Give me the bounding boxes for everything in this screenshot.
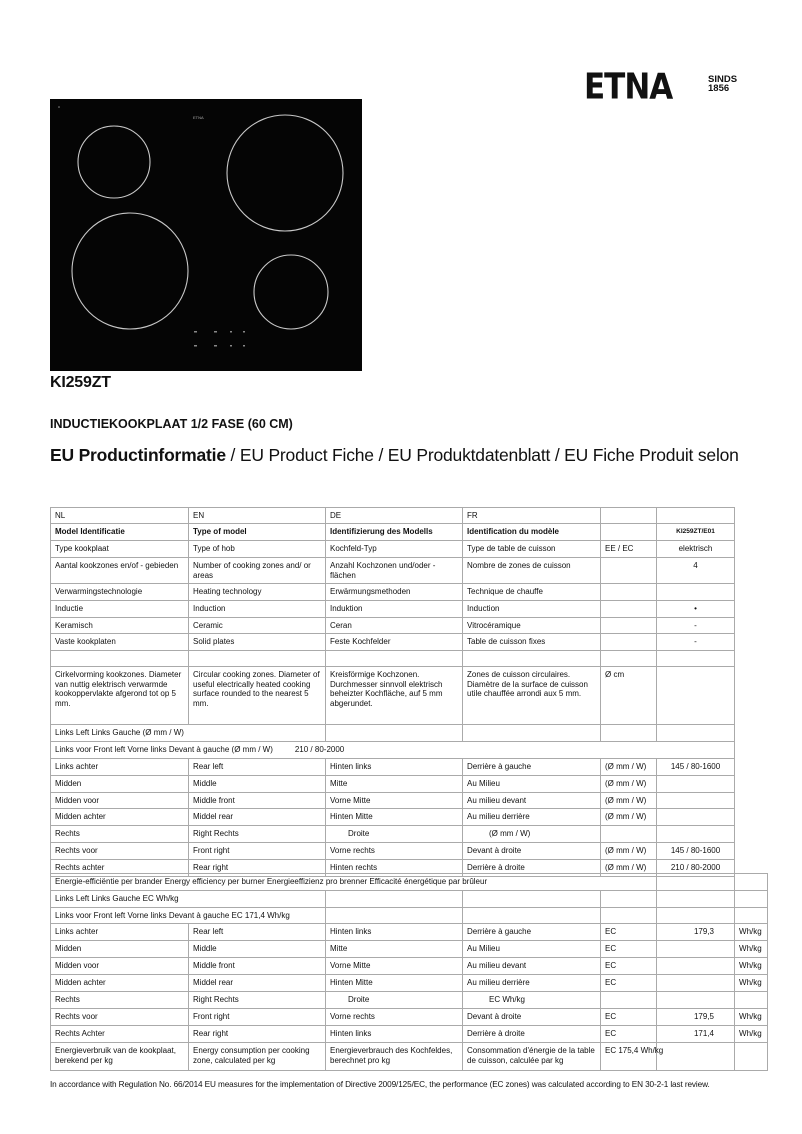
header-nl: NL [51, 508, 189, 524]
table-row: Inductie Induction Induktion Induction • [51, 601, 735, 618]
page-heading [50, 445, 739, 466]
energy-efficiency-table [50, 873, 768, 1071]
table-row: Midden achter Middel rear Hinten Mitte Au milieu derrière (Ø mm / W) [51, 809, 735, 826]
table-header-row [51, 508, 735, 524]
brand-since-line2: 1856 [708, 83, 730, 94]
table-row: Links Left Links Gauche EC Wh/kg [51, 891, 768, 908]
table-row: Cirkelvorming kookzones. Diameter van nuttig elektrisch verwarmde kookoppervlakte afgerond tot op 5 mm. Circular cooking zones. Diameter of useful electrically heated cooking surface rounded to the nearest 5 mm. Kreisförmige Kochzonen. Durchmesser sinnvoll elektrisch beheizter Kochfläche, auf 5 mm abgerundet. Zones de cuisson circulaires. Diamètre de la surface de cuisson utile chauffée arrondi aux 5 mm. Ø cm [51, 667, 735, 725]
table-row: Keramisch Ceramic Ceran Vitrocéramique - [51, 618, 735, 634]
product-subtitle: INDUCTIEKOOKPLAAT 1/2 FASE (60 CM) [50, 417, 293, 431]
table-row: Vaste kookplaten Solid plates Feste Kochfelder Table de cuisson fixes - [51, 634, 735, 651]
product-info-table [50, 507, 735, 877]
table-row: Midden achter Middel rear Hinten Mitte Au milieu derrière EC Wh/kg [51, 975, 768, 992]
table-row: Links voor Front left Vorne links Devant à gauche (Ø mm / W) 210 / 80-2000 [51, 742, 735, 759]
product-image-hob [50, 99, 362, 371]
table-row: Verwarmingstechnologie Heating technology Erwärmungsmethoden Technique de chauffe [51, 584, 735, 601]
hob-indicator-dot [58, 106, 60, 108]
table-row: Links achter Rear left Hinten links Derrière à gauche (Ø mm / W) 145 / 80-1600 [51, 759, 735, 776]
cooking-zone-rear-right [227, 115, 343, 231]
table-row: Rechts Right Rechts Droite (Ø mm / W) [51, 826, 735, 843]
table-row: Links achter Rear left Hinten links Derrière à gauche EC 179,3 Wh/kg [51, 924, 768, 941]
table-row: Midden Middle Mitte Au Milieu (Ø mm / W) [51, 776, 735, 793]
footer-note: In accordance with Regulation No. 66/2014 EU measures for the implementation of Directive 2009/125/EC, the performance (EC zones) was calculated according to EN 30-2-1 last review. [50, 1080, 710, 1089]
table-row: Midden voor Middle front Vorne Mitte Au milieu devant (Ø mm / W) [51, 793, 735, 809]
table-row: Midden Middle Mitte Au Milieu EC Wh/kg [51, 941, 768, 958]
table-row: Rechts achter Rear right Hinten rechts Derrière à droite (Ø mm / W) 210 / 80-2000 [51, 860, 735, 877]
table-row: Rechts Achter Rear right Hinten links Derrière à droite EC 171,4 Wh/kg [51, 1026, 768, 1043]
header-de: DE [326, 508, 463, 524]
table-row-empty [51, 651, 735, 667]
table-row: Rechts voor Front right Vorne rechts Devant à droite EC 179,5 Wh/kg [51, 1009, 768, 1026]
table-row: Links Left Links Gauche (Ø mm / W) [51, 725, 735, 742]
header-en: EN [189, 508, 326, 524]
table-row: Model Identificatie Type of model Identifizierung des Modells Identification du modèle KI259ZT/E01 [51, 524, 735, 541]
table-row: Midden voor Middle front Vorne Mitte Au milieu devant EC Wh/kg [51, 958, 768, 975]
cooking-zone-front-left [72, 213, 188, 329]
brand-since [708, 75, 737, 93]
table-row: Links voor Front left Vorne links Devant à gauche EC 171,4 Wh/kg [51, 908, 768, 924]
table-row: Energie-efficiëntie per brander Energy efficiency per burner Energieeffizienz pro brenner Efficacité énergétique par brûleur [51, 874, 768, 891]
header-fr: FR [463, 508, 601, 524]
cooking-zone-front-right [254, 255, 328, 329]
hob-drawing [50, 99, 362, 371]
table-row: Type kookplaat Type of hob Kochfeld-Typ Type de table de cuisson EE / EC elektrisch [51, 541, 735, 558]
table-row: Rechts voor Front right Vorne rechts Devant à droite (Ø mm / W) 145 / 80-1600 [51, 843, 735, 860]
control-panel [194, 331, 245, 347]
brand-since-line1: SINDS [708, 74, 738, 85]
table-row: Energieverbruik van de kookplaat, berekend per kg Energy consumption per cooking zone, calculated per kg Energieverbrauch des Kochfeldes, berechnet pro kg Consommation d'énergie de la table de cuisson, calculée par kg EC 175,4 Wh/kg [51, 1043, 768, 1071]
table-row: Aantal kookzones en/of - gebieden Number of cooking zones and/ or areas Anzahl Kochzonen und/oder -flächen Nombre de zones de cuisson 4 [51, 558, 735, 584]
cooking-zone-rear-left [78, 126, 150, 198]
heading-bold: EU Productinformatie [50, 445, 226, 465]
brand-wordmark: ETNA [584, 66, 673, 108]
model-number: KI259ZT [50, 374, 111, 391]
brand-logo [584, 64, 746, 108]
hob-brand-text: ETNA [193, 115, 204, 120]
heading-rest: / EU Product Fiche / EU Produktdatenblatt / EU Fiche Produit selon [225, 445, 739, 465]
table-row: Rechts Right Rechts Droite EC Wh/kg [51, 992, 768, 1009]
